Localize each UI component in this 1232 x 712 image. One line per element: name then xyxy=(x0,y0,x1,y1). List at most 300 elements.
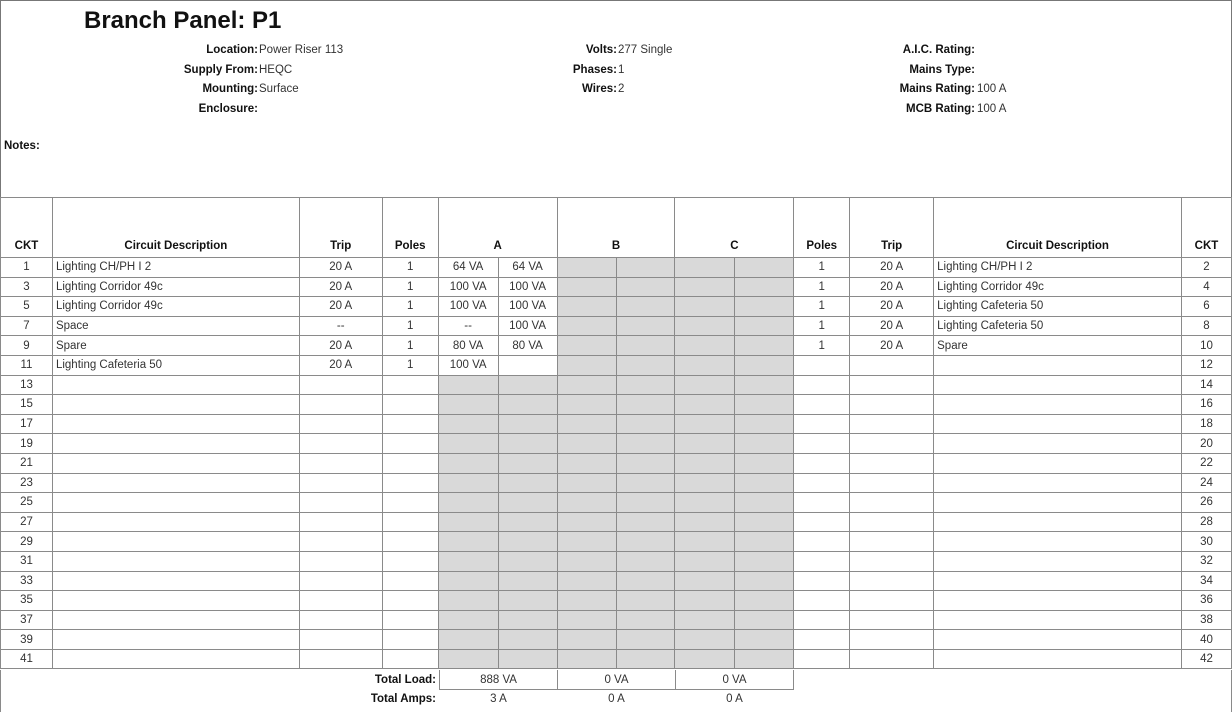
cell-trip-left xyxy=(299,630,382,650)
cell-phase-a-right xyxy=(498,532,557,552)
cell-trip-left xyxy=(299,414,382,434)
cell-phase-b-left xyxy=(557,336,616,356)
cell-poles-right xyxy=(794,532,850,552)
cell-phase-c-right xyxy=(735,414,794,434)
cell-trip-left: 20 A xyxy=(299,258,382,278)
cell-trip-left xyxy=(299,649,382,669)
cell-phase-c-left xyxy=(675,375,735,395)
cell-description-left xyxy=(52,473,299,493)
cell-ckt-left: 21 xyxy=(1,453,53,473)
cell-trip-left xyxy=(299,375,382,395)
cell-trip-right: 20 A xyxy=(850,297,934,317)
cell-poles-left: 1 xyxy=(382,258,438,278)
cell-description-left: Spare xyxy=(52,336,299,356)
cell-trip-left xyxy=(299,551,382,571)
cell-phase-b-right xyxy=(616,395,675,415)
cell-phase-b-left xyxy=(557,395,616,415)
header-value: Power Riser 113 xyxy=(259,44,344,56)
cell-trip-right xyxy=(850,512,934,532)
header-value-location xyxy=(259,43,419,57)
cell-phase-a-right xyxy=(498,630,557,650)
cell-ckt-left: 29 xyxy=(1,532,53,552)
cell-phase-c-left xyxy=(675,512,735,532)
cell-phase-c-left xyxy=(675,297,735,317)
cell-description-left xyxy=(52,532,299,552)
cell-phase-c-right xyxy=(735,473,794,493)
cell-phase-b-left xyxy=(557,512,616,532)
cell-description-left xyxy=(52,375,299,395)
cell-description-right xyxy=(934,571,1182,591)
cell-ckt-right: 20 xyxy=(1181,434,1231,454)
cell-trip-left xyxy=(299,473,382,493)
cell-trip-right xyxy=(850,649,934,669)
cell-poles-right xyxy=(794,630,850,650)
cell-poles-left xyxy=(382,649,438,669)
cell-poles-left xyxy=(382,473,438,493)
cell-description-left: Lighting Cafeteria 50 xyxy=(52,355,299,375)
header-value: Surface xyxy=(259,83,299,95)
cell-description-right: Lighting CH/PH I 2 xyxy=(934,258,1182,278)
cell-description-right xyxy=(934,395,1182,415)
column-header-phase-a: A xyxy=(438,198,557,258)
cell-trip-right xyxy=(850,532,934,552)
cell-phase-a-left xyxy=(438,610,498,630)
cell-trip-left xyxy=(299,532,382,552)
cell-poles-right: 1 xyxy=(794,297,850,317)
cell-phase-b-right xyxy=(616,355,675,375)
cell-phase-b-left xyxy=(557,551,616,571)
column-header-phase-b: B xyxy=(557,198,675,258)
cell-phase-a-left xyxy=(438,453,498,473)
cell-description-left xyxy=(52,610,299,630)
cell-phase-c-left xyxy=(675,277,735,297)
table-row xyxy=(1,493,1232,513)
cell-description-left xyxy=(52,414,299,434)
cell-poles-right xyxy=(794,610,850,630)
cell-poles-left xyxy=(382,493,438,513)
cell-phase-a-right: 64 VA xyxy=(498,258,557,278)
cell-description-right xyxy=(934,610,1182,630)
cell-description-right: Spare xyxy=(934,336,1182,356)
cell-poles-left xyxy=(382,591,438,611)
cell-phase-b-left xyxy=(557,434,616,454)
cell-ckt-left: 33 xyxy=(1,571,53,591)
cell-poles-left xyxy=(382,453,438,473)
total-load-phase-a: 888 VA xyxy=(480,674,517,686)
cell-description-left: Lighting CH/PH I 2 xyxy=(52,258,299,278)
cell-poles-right xyxy=(794,355,850,375)
cell-poles-right xyxy=(794,434,850,454)
header-value: 1 xyxy=(618,64,625,76)
header-field-location xyxy=(1,43,258,57)
cell-phase-c-right xyxy=(735,649,794,669)
cell-phase-c-right xyxy=(735,395,794,415)
header-field-aic-rating xyxy=(801,43,975,57)
table-row xyxy=(1,316,1232,336)
cell-poles-left xyxy=(382,414,438,434)
cell-ckt-right: 12 xyxy=(1181,355,1231,375)
cell-phase-a-right xyxy=(498,473,557,493)
cell-description-right xyxy=(934,630,1182,650)
cell-poles-right xyxy=(794,571,850,591)
cell-ckt-left: 37 xyxy=(1,610,53,630)
cell-phase-a-left: -- xyxy=(438,316,498,336)
total-load-phase-c: 0 VA xyxy=(722,674,747,686)
cell-description-left: Lighting Corridor 49c xyxy=(52,297,299,317)
table-row xyxy=(1,414,1232,434)
cell-description-right xyxy=(934,551,1182,571)
cell-poles-left xyxy=(382,571,438,591)
header-value: 100 A xyxy=(977,103,1007,115)
cell-ckt-left: 13 xyxy=(1,375,53,395)
cell-ckt-right: 14 xyxy=(1181,375,1231,395)
cell-poles-right: 1 xyxy=(794,277,850,297)
cell-phase-c-left xyxy=(675,258,735,278)
table-row xyxy=(1,434,1232,454)
table-row xyxy=(1,551,1232,571)
cell-phase-b-right xyxy=(616,649,675,669)
cell-phase-a-left xyxy=(438,473,498,493)
cell-trip-right xyxy=(850,610,934,630)
header-label: Mounting: xyxy=(202,83,258,95)
cell-phase-b-left xyxy=(557,277,616,297)
header-value: 2 xyxy=(618,83,625,95)
header-label: Mains Rating: xyxy=(899,83,975,95)
cell-trip-right: 20 A xyxy=(850,336,934,356)
column-header-poles-left: Poles xyxy=(382,198,438,258)
cell-ckt-left: 41 xyxy=(1,649,53,669)
cell-phase-a-right xyxy=(498,395,557,415)
cell-poles-left: 1 xyxy=(382,336,438,356)
cell-poles-left xyxy=(382,375,438,395)
total-amps-phase-c: 0 A xyxy=(726,693,743,705)
cell-ckt-right: 34 xyxy=(1181,571,1231,591)
cell-phase-a-left xyxy=(438,630,498,650)
cell-trip-right xyxy=(850,453,934,473)
cell-phase-c-right xyxy=(735,434,794,454)
cell-phase-c-right xyxy=(735,258,794,278)
cell-phase-c-left xyxy=(675,630,735,650)
panel-header xyxy=(0,0,1232,198)
cell-phase-c-right xyxy=(735,551,794,571)
header-value: HEQC xyxy=(259,64,293,76)
cell-phase-a-right: 100 VA xyxy=(498,297,557,317)
cell-ckt-right: 6 xyxy=(1181,297,1231,317)
cell-phase-a-right xyxy=(498,551,557,571)
cell-phase-a-right: 80 VA xyxy=(498,336,557,356)
cell-phase-c-right xyxy=(735,453,794,473)
cell-poles-right xyxy=(794,649,850,669)
cell-description-right xyxy=(934,414,1182,434)
cell-phase-a-left xyxy=(438,532,498,552)
cell-phase-c-right xyxy=(735,532,794,552)
cell-phase-a-right xyxy=(498,355,557,375)
cell-phase-b-left xyxy=(557,473,616,493)
cell-trip-right xyxy=(850,473,934,493)
cell-description-right: Lighting Cafeteria 50 xyxy=(934,316,1182,336)
column-header-poles-right: Poles xyxy=(794,198,850,258)
cell-phase-c-right xyxy=(735,336,794,356)
cell-description-right xyxy=(934,591,1182,611)
cell-ckt-right: 42 xyxy=(1181,649,1231,669)
cell-phase-b-right xyxy=(616,258,675,278)
cell-description-left xyxy=(52,493,299,513)
cell-phase-b-left xyxy=(557,297,616,317)
cell-phase-b-left xyxy=(557,649,616,669)
cell-trip-right: 20 A xyxy=(850,277,934,297)
cell-trip-right: 20 A xyxy=(850,258,934,278)
cell-description-right xyxy=(934,512,1182,532)
header-label: A.I.C. Rating: xyxy=(902,44,975,56)
header-field-mains-type xyxy=(801,63,975,77)
cell-trip-left: -- xyxy=(299,316,382,336)
cell-phase-a-left: 100 VA xyxy=(438,355,498,375)
cell-poles-left xyxy=(382,512,438,532)
cell-poles-right xyxy=(794,453,850,473)
table-row xyxy=(1,610,1232,630)
cell-ckt-left: 9 xyxy=(1,336,53,356)
header-value-mounting xyxy=(259,82,419,96)
cell-poles-right xyxy=(794,375,850,395)
table-row xyxy=(1,395,1232,415)
cell-phase-c-left xyxy=(675,610,735,630)
cell-poles-right: 1 xyxy=(794,258,850,278)
cell-poles-right xyxy=(794,395,850,415)
header-field-mcb-rating xyxy=(801,102,975,116)
cell-trip-left xyxy=(299,591,382,611)
cell-phase-a-left xyxy=(438,571,498,591)
cell-description-right xyxy=(934,375,1182,395)
cell-ckt-left: 17 xyxy=(1,414,53,434)
cell-ckt-right: 38 xyxy=(1181,610,1231,630)
header-label: Location: xyxy=(206,44,258,56)
cell-phase-b-right xyxy=(616,512,675,532)
cell-phase-b-right xyxy=(616,493,675,513)
cell-phase-c-left xyxy=(675,551,735,571)
header-field-mains-rating xyxy=(801,82,975,96)
cell-trip-left xyxy=(299,610,382,630)
cell-ckt-right: 2 xyxy=(1181,258,1231,278)
cell-ckt-right: 22 xyxy=(1181,453,1231,473)
cell-trip-left xyxy=(299,395,382,415)
table-header-row xyxy=(1,198,1232,258)
table-row xyxy=(1,473,1232,493)
cell-ckt-right: 24 xyxy=(1181,473,1231,493)
cell-phase-b-right xyxy=(616,473,675,493)
cell-trip-left xyxy=(299,571,382,591)
table-row xyxy=(1,297,1232,317)
cell-poles-left xyxy=(382,610,438,630)
cell-ckt-right: 36 xyxy=(1181,591,1231,611)
cell-description-left xyxy=(52,571,299,591)
cell-trip-right xyxy=(850,355,934,375)
cell-phase-a-left xyxy=(438,551,498,571)
table-row xyxy=(1,258,1232,278)
cell-trip-right xyxy=(850,630,934,650)
cell-description-left xyxy=(52,551,299,571)
cell-description-right xyxy=(934,493,1182,513)
table-row xyxy=(1,591,1232,611)
cell-phase-b-left xyxy=(557,453,616,473)
cell-phase-c-right xyxy=(735,571,794,591)
cell-poles-right xyxy=(794,591,850,611)
header-value-volts xyxy=(618,43,778,57)
header-value-wires xyxy=(618,82,778,96)
cell-phase-b-right xyxy=(616,453,675,473)
cell-ckt-left: 25 xyxy=(1,493,53,513)
header-label: Phases: xyxy=(572,64,617,76)
cell-trip-left: 20 A xyxy=(299,277,382,297)
cell-description-left xyxy=(52,512,299,532)
cell-ckt-right: 40 xyxy=(1181,630,1231,650)
cell-phase-c-left xyxy=(675,434,735,454)
cell-trip-right xyxy=(850,414,934,434)
cell-phase-a-left xyxy=(438,493,498,513)
cell-trip-right xyxy=(850,493,934,513)
cell-description-right xyxy=(934,453,1182,473)
cell-phase-c-right xyxy=(735,297,794,317)
total-load-phase-b: 0 VA xyxy=(604,674,629,686)
cell-phase-c-right xyxy=(735,316,794,336)
cell-description-left xyxy=(52,630,299,650)
cell-description-right xyxy=(934,355,1182,375)
cell-phase-c-left xyxy=(675,395,735,415)
table-row xyxy=(1,336,1232,356)
cell-phase-b-left xyxy=(557,610,616,630)
cell-phase-b-left xyxy=(557,630,616,650)
cell-ckt-left: 31 xyxy=(1,551,53,571)
cell-ckt-right: 18 xyxy=(1181,414,1231,434)
cell-poles-left: 1 xyxy=(382,277,438,297)
cell-description-right xyxy=(934,532,1182,552)
cell-phase-c-left xyxy=(675,493,735,513)
cell-phase-a-right xyxy=(498,434,557,454)
cell-ckt-left: 27 xyxy=(1,512,53,532)
cell-description-right: Lighting Corridor 49c xyxy=(934,277,1182,297)
header-label: MCB Rating: xyxy=(906,103,975,115)
cell-ckt-right: 26 xyxy=(1181,493,1231,513)
cell-phase-b-right xyxy=(616,375,675,395)
cell-phase-a-right: 100 VA xyxy=(498,277,557,297)
cell-ckt-right: 8 xyxy=(1181,316,1231,336)
cell-phase-c-left xyxy=(675,591,735,611)
cell-poles-left: 1 xyxy=(382,297,438,317)
cell-phase-b-left xyxy=(557,258,616,278)
cell-phase-b-right xyxy=(616,532,675,552)
cell-description-left xyxy=(52,591,299,611)
cell-phase-c-left xyxy=(675,355,735,375)
cell-phase-b-right xyxy=(616,610,675,630)
cell-phase-c-left xyxy=(675,571,735,591)
table-row xyxy=(1,512,1232,532)
cell-ckt-left: 23 xyxy=(1,473,53,493)
table-row xyxy=(1,649,1232,669)
cell-ckt-right: 16 xyxy=(1181,395,1231,415)
table-row xyxy=(1,630,1232,650)
cell-phase-b-right xyxy=(616,414,675,434)
header-field-supply-from xyxy=(1,63,258,77)
cell-trip-right xyxy=(850,591,934,611)
cell-description-left xyxy=(52,453,299,473)
cell-phase-b-left xyxy=(557,414,616,434)
cell-phase-a-left: 100 VA xyxy=(438,297,498,317)
cell-poles-right xyxy=(794,473,850,493)
cell-trip-right xyxy=(850,395,934,415)
cell-description-left xyxy=(52,395,299,415)
cell-poles-right xyxy=(794,551,850,571)
cell-phase-a-right xyxy=(498,375,557,395)
cell-phase-b-left xyxy=(557,375,616,395)
cell-ckt-left: 35 xyxy=(1,591,53,611)
cell-description-right xyxy=(934,434,1182,454)
cell-description-left xyxy=(52,434,299,454)
cell-phase-a-right xyxy=(498,453,557,473)
cell-phase-c-left xyxy=(675,649,735,669)
cell-description-right: Lighting Cafeteria 50 xyxy=(934,297,1182,317)
cell-poles-right: 1 xyxy=(794,316,850,336)
cell-phase-a-right xyxy=(498,649,557,669)
cell-phase-a-left: 100 VA xyxy=(438,277,498,297)
header-field-phases xyxy=(441,63,617,77)
cell-phase-b-left xyxy=(557,355,616,375)
circuit-table xyxy=(0,197,1232,669)
table-row xyxy=(1,355,1232,375)
cell-poles-left xyxy=(382,630,438,650)
table-row xyxy=(1,532,1232,552)
cell-ckt-left: 11 xyxy=(1,355,53,375)
cell-description-right xyxy=(934,649,1182,669)
header-label: Supply From: xyxy=(183,64,258,76)
cell-phase-a-left xyxy=(438,512,498,532)
cell-ckt-left: 39 xyxy=(1,630,53,650)
total-amps-phase-b: 0 A xyxy=(608,693,625,705)
column-header-ckt-left: CKT xyxy=(1,198,53,258)
cell-phase-a-left: 80 VA xyxy=(438,336,498,356)
cell-phase-b-right xyxy=(616,336,675,356)
cell-poles-right: 1 xyxy=(794,336,850,356)
cell-description-right xyxy=(934,473,1182,493)
header-value-supply-from xyxy=(259,63,419,77)
cell-phase-a-right xyxy=(498,591,557,611)
cell-phase-c-right xyxy=(735,355,794,375)
cell-phase-a-right xyxy=(498,414,557,434)
cell-ckt-left: 5 xyxy=(1,297,53,317)
totals-section xyxy=(0,670,1232,712)
cell-phase-c-left xyxy=(675,453,735,473)
header-value-mains-rating xyxy=(977,82,1137,96)
header-label: Volts: xyxy=(585,44,617,56)
cell-poles-left xyxy=(382,434,438,454)
cell-phase-b-left xyxy=(557,591,616,611)
cell-ckt-left: 19 xyxy=(1,434,53,454)
cell-trip-left xyxy=(299,434,382,454)
cell-phase-b-right xyxy=(616,297,675,317)
cell-phase-a-left xyxy=(438,375,498,395)
cell-poles-left xyxy=(382,395,438,415)
total-amps-label: Total Amps: xyxy=(370,693,436,705)
cell-phase-b-right xyxy=(616,551,675,571)
cell-phase-a-left xyxy=(438,434,498,454)
cell-description-left: Space xyxy=(52,316,299,336)
cell-phase-b-left xyxy=(557,532,616,552)
cell-ckt-left: 3 xyxy=(1,277,53,297)
cell-phase-b-right xyxy=(616,316,675,336)
header-value: 277 Single xyxy=(618,44,673,56)
column-header-ckt-right: CKT xyxy=(1181,198,1231,258)
cell-ckt-right: 30 xyxy=(1181,532,1231,552)
cell-phase-a-left xyxy=(438,591,498,611)
cell-phase-b-right xyxy=(616,571,675,591)
